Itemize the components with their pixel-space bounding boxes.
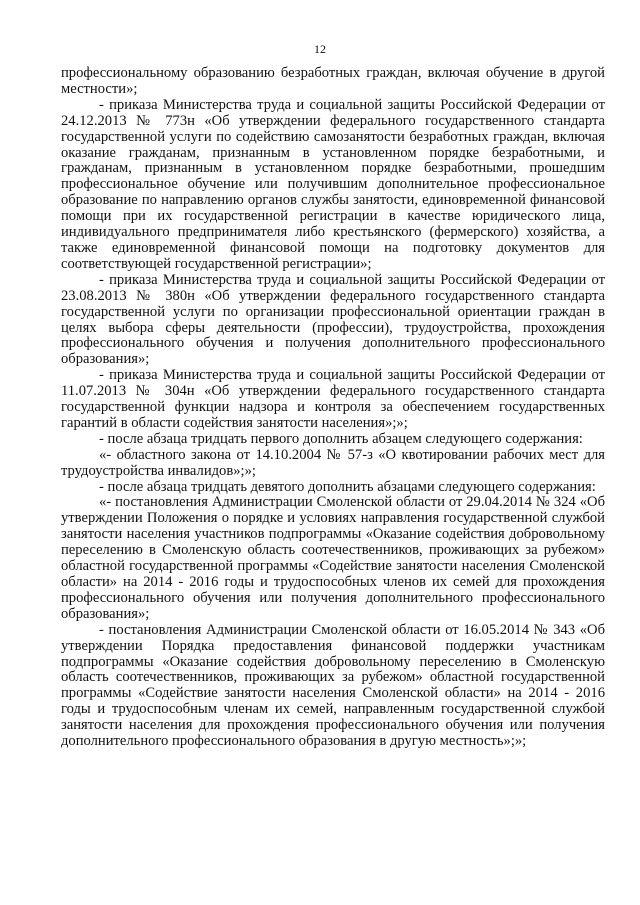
- paragraph-5: - после абзаца тридцать первого дополнить абзацем следующего содержания:: [99, 430, 583, 447]
- paragraph-6: «- областного закона от 14.10.2004 № 57-з «О квотировании рабочих мест для трудоустройства инвалидов»;»;: [61, 446, 605, 479]
- paragraph-2: - приказа Министерства труда и социальной защиты Российской Федерации от 24.12.2013 № 773н «Об утверждении федерального государственного стандарта государственной услуги по содействию самозанятости безработных граждан, включая оказание гражданам, признанным в установленном порядке безработными, и гражданам, признанным в установленном порядке безработными, прошедшим профессиональное обучение или получившим дополнительное профессиональное образование по направлению органов службы занятости, единовременной финансовой помощи при их государственной регистрации в качестве юридического лица, индивидуального предпринимателя либо крестьянского (фермерского) хозяйства, а также единовременной финансовой помощи на подготовку документов для соответствующей государственной регистрации»;: [61, 96, 605, 272]
- paragraph-3: - приказа Министерства труда и социальной защиты Российской Федерации от 23.08.2013 № 380н «Об утверждении федерального государственного стандарта государственной услуги по организации профессиональной ориентации граждан в целях выбора сферы деятельности (профессии), трудоустройства, прохождения профессионального обучения и получения дополнительного профессионального образования»;: [61, 271, 605, 368]
- paragraph-9: - постановления Администрации Смоленской области от 16.05.2014 № 343 «Об утверждении Порядка предоставления финансовой поддержки участникам подпрограммы «Оказание содействия добровольному переселению в Смоленскую область соотечественников, проживающих за рубежом» областной государственной программы «Содействие занятости населения Смоленской области» на 2014 - 2016 годы и трудоспособным членам их семей, направленным государственной службой занятости населения для прохождения профессионального обучения или получения дополнительного профессионального образования в другую местность»;»;: [61, 621, 605, 750]
- page-number: 12: [314, 42, 326, 56]
- paragraph-7: - после абзаца тридцать девятого дополнить абзацами следующего содержания:: [99, 478, 596, 495]
- paragraph-4: - приказа Министерства труда и социальной защиты Российской Федерации от 11.07.2013 № 304н «Об утверждении федерального государственного стандарта государственной функции надзора и контроля за обеспечением государственных гарантий в области содействия занятости населения»;»;: [61, 367, 605, 431]
- paragraph-8: «- постановления Администрации Смоленской области от 29.04.2014 № 324 «Об утверждении Положения о порядке и условиях направления государственной службой занятости населения участников подпрограммы «Оказание содействия добровольному переселению в Смоленскую область соотечественников, проживающих за рубежом» областной государственной программы «Содействие занятости населения Смоленской области» на 2014 - 2016 годы и трудоспособных членов их семей для прохождения профессионального обучения или получения дополнительного профессионального образования»;: [61, 494, 605, 622]
- paragraph-1: профессиональному образованию безработных граждан, включая обучение в другой местности»;: [61, 65, 605, 97]
- document-body: [61, 66, 605, 750]
